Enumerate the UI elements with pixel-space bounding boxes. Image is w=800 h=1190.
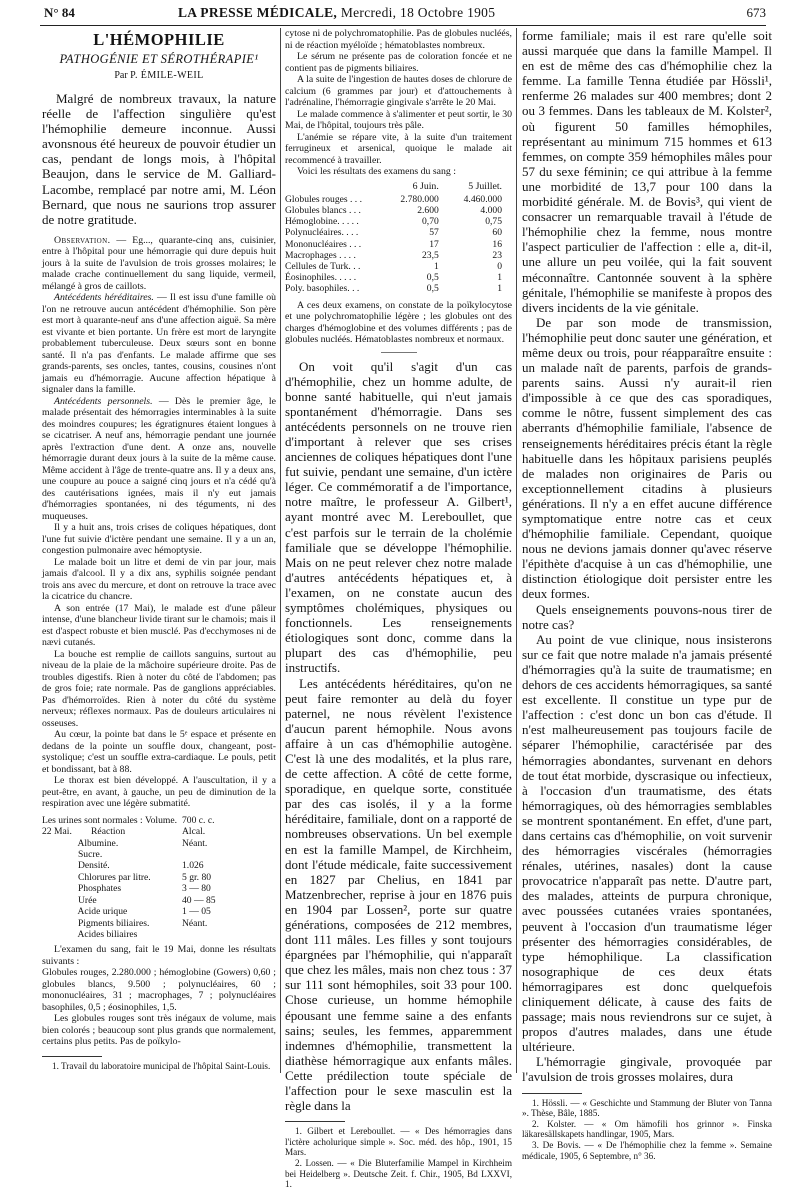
table-header-row — [285, 181, 512, 194]
urine-label: Acide urique — [42, 906, 128, 918]
row-label: Mononucléaires . . . — [285, 238, 362, 250]
blood-results-table — [285, 181, 512, 295]
column-divider — [516, 28, 517, 1073]
issue-date: Mercredi, 18 Octobre 1905 — [340, 5, 496, 20]
urine-label: Phosphates — [42, 883, 122, 895]
column-header: 5 Juillet. — [468, 180, 502, 192]
urine-value: Néant. — [182, 917, 208, 929]
row-label: Globules blancs . . . — [285, 204, 361, 216]
footnote-rule — [522, 1093, 582, 1094]
row-label: Polynucléaires. . . . — [285, 227, 359, 239]
cell-value: 17 — [429, 238, 439, 250]
row-label: Macrophages . . . . — [285, 249, 356, 261]
table-row — [285, 205, 512, 216]
cell-value: 1 — [434, 260, 439, 272]
cell-value: 0,5 — [426, 283, 439, 295]
cell-value: 23,5 — [422, 249, 439, 261]
subtitle-footnote-mark: ¹ — [254, 52, 259, 66]
footnote: 1. Hössli. — « Geschichte und Stammung der Bluter von Tanna ». Thèse, Bâle, 1885. — [522, 1097, 772, 1119]
habits-paragraph: Le malade boit un litre et demi de vin par jour, mais jamais d'alcool. Il y a dix ans, syphilis soignée pendant trois ans avec du mercure, et dont on retrouve la trace avec la cicatrice du chancre. — [42, 556, 276, 603]
observation-label: Observation. — [54, 234, 111, 246]
journal-title-line — [178, 5, 495, 21]
masthead-rule — [40, 25, 766, 26]
exam-comment-paragraph: A ces deux examens, on constate de la poïkylocytose et une polychromatophilie légère ; les globules ont des charges d'hémoglobine et des volumes différents ; pas de globules nucléés. Hématoblastes nombreux et normaux. — [285, 299, 512, 346]
hereditary-text: — Il est issu d'une famille où l'on ne retrouve aucun antécédent d'hémophilie. Son père est mort à quarante-neuf ans d'une affection aiguë. Sa mère est vivante et bien portante. Un frère est mort de laryngite probablement tuberculeuse. Deux sœurs sont en bonne santé. Il n'a pas d'enfants. Le malade affirme que ses grands-parents, ses oncles, tantes, cousins, cousines n'ont jamais eu d'hémorragie. Aucune affection hépatique à signaler dans la famille. — [42, 292, 276, 396]
table-row — [285, 239, 512, 250]
table-row — [285, 283, 512, 294]
personal-paragraph — [42, 396, 276, 523]
footnote: 1. Travail du laboratoire municipal de l'hôpital Saint-Louis. — [52, 1060, 271, 1071]
footnotes — [285, 1126, 512, 1190]
footnotes — [522, 1098, 772, 1162]
results-intro: Voici les résultats des examens du sang : — [297, 166, 456, 177]
hereditary-paragraph — [42, 292, 276, 396]
footnote-rule — [285, 1121, 345, 1122]
urine-value: Alcal. — [182, 826, 206, 838]
column-2 — [285, 28, 512, 1190]
discharge-paragraph: Le malade commence à s'alimenter et peut sortir, le 30 Mai, de l'hôpital, toujours très pâle. — [285, 108, 512, 131]
masthead — [40, 5, 766, 23]
transmission-paragraph: De par son mode de transmission, l'hémophilie peut donc sauter une génération, et même deux ou trois, pour réapparaître ensuite : un malade naît de parents, parfois de grands-parents sains. Aussi n'y aurait-il rien d'impossible à ce que des cas sporadiques, comme le nôtre, fussent simplement des cas aberrants d'hémophilie familiale, l'absence de renseignements héréditaires précis étant la règle habituelle dans les hôpitaux parisiens peuplés de malades non originaires de Paris ou exceptionnellement citadins à plusieurs générations. Il n'y a en effet aucune différence symptomatique entre notre cas et ceux d'hémophilie familiale. Cependant, quoique nous ne devions jamais donner qu'avec réserve l'épithète d'acquise à un cas d'hémophilie, une distinction étiologique doit persister entre les deux formes. — [522, 314, 772, 602]
serum-paragraph: Le sérum ne présente pas de coloration foncée et ne contient pas de pigments biliaires. — [285, 51, 512, 74]
personal-text: — Dès le premier âge, le malade présentait des hémorragies interminables à la suite des moindres coupures; les égratignures étaient longues à se cicatriser. A neuf ans, hémorragie pendant une journée après l'extraction d'une dent. A onze ans, nouvelle hémorragie durant deux jours à la suite de la même cause. Même accident à l'âge de trente-quatre ans. Il y a deux ans, une coupure au pouce a saigné cinq jours et n'a cédé qu'à des cautérisations ignées, mais il n'y eut jamais d'hémorragies spontanées, ni des téguments, ni des muqueuses. — [42, 395, 276, 522]
urine-value — [182, 849, 276, 860]
cell-value: 2.780.000 — [400, 193, 439, 205]
urine-row — [42, 895, 276, 906]
table-row — [285, 216, 512, 227]
urine-label: Acides biliaires — [42, 928, 138, 940]
urine-row — [42, 838, 276, 849]
admission-paragraph: A son entrée (17 Mai), le malade est d'une pâleur intense, d'une blancheur livide tirant sur le chamois; mais il est d'aspect robuste et bien musclé. Pas d'ecchymoses ni de nævi cutanés. — [42, 602, 276, 649]
discussion-block — [285, 359, 512, 1114]
intro-paragraph: Malgré de nombreux travaux, la nature réelle de l'affection singulière qu'est l'hémophilie demeure inconnue. Aussi avonsnous été heureux de pouvoir étudier un cas, pendant de longs mois, à l'hôpital Beaujon, dans le service de M. Galliard-Lacombe, remplacé par notre ami, M. Léon Bernard, que nous ne saurions trop assurer de notre gratitude. — [42, 91, 276, 227]
urine-label: Les urines sont normales : Volume. — [42, 814, 178, 826]
column-header — [285, 181, 386, 194]
urine-value: 1.026 — [182, 860, 204, 872]
urine-row — [42, 849, 276, 860]
urine-row — [42, 883, 276, 894]
discussion-paragraph: On voit qu'il s'agit d'un cas d'hémophilie, chez un homme adulte, de bonne santé habituelle, qui n'eut jamais spontanément d'hémorragie. Dans ses antécédents personnels on ne trouve rien d'important à relever que ses crises anciennes de coliques hépatiques dont l'une fut suivie, pendant une semaine, d'un ictère léger. Ce commémoratif a de l'importance, notre maître, le professeur A. Gilbert¹, ayant montré avec M. Lereboullet, que c'est parfois sur le terrain de la cholémie familiale que se développe l'hémophilie. Mais on ne peut relever chez notre malade d'autres antécédents hépatiques et, à l'examen, on ne constate aucun des symptômes cholémiques, physiques ou fonctionnels. Les renseignements étiologiques sont donc, comme dans la plupart des cas d'hémophilie, peu instructifs. — [285, 358, 512, 676]
urine-value: 1 — 05 — [182, 906, 211, 918]
colic-paragraph: Il y a huit ans, trois crises de coliques hépatiques, dont l'une fut suivie d'ictère pendant une semaine. Il y a un an, congestion pulmonaire avec hémoptysie. — [42, 522, 276, 557]
observation-continued — [285, 28, 512, 346]
red-cells-paragraph: Les globules rouges sont très inégaux de volume, mais bien colorés ; beaucoup sont plus grands que normalement, certains plus petits. Pas de poïkylo- — [42, 1013, 276, 1048]
heart-paragraph: Au cœur, la pointe bat dans le 5ᵉ espace et présente en dedans de la pointe un souffle doux, changeant, post-systolique; c'est un souffle extra-cardiaque. Le pouls, petit et bondissant, bat à 88. — [42, 729, 276, 775]
urine-label: Chlorures par litre. — [42, 871, 151, 883]
urine-row — [42, 872, 276, 883]
footnote: 1. Gilbert et Lereboullet. — « Des hémorragies dans l'ictère acholurique simple ». Soc. méd. des hôp., 1901, 15 Mars. — [285, 1126, 512, 1158]
urine-value: 3 — 80 — [182, 883, 211, 895]
column-1 — [42, 28, 276, 1071]
urine-value: Néant. — [182, 837, 208, 849]
heredity-discussion-paragraph: Les antécédents héréditaires, qu'on ne peut faire remonter au delà du foyer paternel, ne nous révèlent l'existence d'aucun parent hémophile. Nous avons affaire à un cas d'hémophilie autogène. C'est là une des modalités, et la plus rare, de cette affection. A côté de cette forme, sporadique, en quelque sorte, constituée par des cas isolés, il y a la forme héréditaire, familiale, dont on a rapporté de nombreuses observations. Un bel exemple en est la famille Mampel, de Kirchheim, dont l'étude médicale, faite successivement en 1827 par Chelius, en 1841 par Matzenbrecher, reprise à jour en 1876 puis en 1904 par Lossen², porte sur quatre générations, composées de 212 membres, dont 111 mâles. Les filles y sont toujours épargnées par l'hémophilie, qui n'apparaît que chez les mâles, mais non chez tous : 37 sur 111 sont hémophiles, soit 33 pour 100. Chose curieuse, un homme hémophile épousant une femme saine a des enfants sains; seules, les femmes, apparemment indemnes d'hémophilie, transmettent la diathèse hémorragique aux enfants mâles. Cette prédilection toute spéciale de l'affection pour le sexe masculin est la règle dans la — [285, 675, 512, 1114]
cell-value: 0,75 — [485, 216, 502, 228]
issue-number: N° 84 — [44, 5, 75, 20]
table-row — [285, 227, 512, 238]
urine-row — [42, 929, 276, 940]
section-separator — [381, 352, 417, 353]
urine-row — [42, 815, 276, 826]
footnote: 3. De Bovis. — « De l'hémophilie chez la femme ». Semaine médicale, 1905, 6 Septembre, n° 36. — [522, 1139, 772, 1161]
page-number: 673 — [746, 5, 766, 20]
subtitle-text: PATHOGÉNIE ET SÉROTHÉRAPIE — [59, 52, 255, 66]
cell-value: 23 — [492, 249, 502, 261]
row-label: Cellules de Turk. . . — [285, 260, 361, 272]
thorax-paragraph: Le thorax est bien développé. A l'auscultation, il y a peut-être, en avant, à gauche, un peu de diminution de la respiration avec une légère submatité. — [42, 775, 276, 810]
urine-label: Pigments biliaires. — [42, 917, 150, 929]
table-row — [285, 250, 512, 261]
urine-value: 40 — 85 — [182, 894, 216, 906]
personal-label: Antécédents personnels. — [54, 395, 153, 407]
question-paragraph: Quels enseignements pouvons-nous tirer de notre cas? — [522, 601, 772, 632]
cell-value: 0 — [497, 260, 502, 272]
footnote-rule — [42, 1056, 102, 1057]
hereditary-label: Antécédents héréditaires. — [54, 292, 154, 304]
column-header: 6 Juin. — [412, 180, 439, 192]
table-row — [285, 194, 512, 205]
author-name: P. ÉMILE-WEIL — [130, 70, 204, 81]
blood-exam-paragraph: L'examen du sang, fait le 19 Mai, donne les résultats suivants : — [42, 944, 276, 967]
urine-label: Albumine. — [42, 837, 119, 849]
cell-value: 60 — [492, 227, 502, 239]
intro-block — [42, 91, 276, 227]
urine-row — [42, 918, 276, 929]
article-subtitle — [42, 52, 276, 67]
cell-value: 2.600 — [417, 204, 439, 216]
urine-row — [42, 826, 276, 837]
cell-value: 57 — [429, 227, 439, 239]
footnote: 2. Kolster. — « Om hämofili hos grinnor ». Finska läkaresällskapets handlingar, 1905, Mars. — [522, 1118, 772, 1140]
discussion-continued — [522, 28, 772, 1085]
blood-values-paragraph: Globules rouges, 2.280.000 ; hémoglobine (Gowers) 0,60 ; globules blancs, 9.500 ; polynucléaires, 60 ; mononucléaires, 31 ; macrophages, 7 ; polynucléaires basophiles, 0,5 ; éosinophiles, 1,5. — [42, 967, 276, 1013]
cell-value: 4.460.000 — [463, 193, 502, 205]
urine-row — [42, 906, 276, 917]
footnote: 2. Lossen. — « Die Bluterfamilie Mampel in Kirchheim bei Heidelberg ». Deutsche Zeit. f. Chir., 1905, Bd LXXVI, 1. — [285, 1158, 512, 1190]
clinical-paragraph: Au point de vue clinique, nous insisterons sur ce fait que notre malade n'a jamais présenté d'hémorragies qu'à la suite de traumatisme; en dehors de ces accidents hémorragiques, sa santé est excellente. Il constitue un type pur de l'affection : c'est donc un bon cas d'étude. Il n'est malheureusement pas toujours facile de séparer l'hémophilie, caractérisée par des hémorragies abondantes, survenant en dehors de tout état morbide, dyscrasique ou infectieux, à l'occasion d'un traumatisme, des états hémorragiques, où des hémorragies semblables se montrent spontanément. En effet, d'une part, dans certains cas d'hémophilie, on voit survenir des hémorragies viscérales (hémorragies rénales, utérines, nasales) dont la cause provocatrice n'apparaît pas nette. D'autre part, des malades, atteints de purpura chronique, avec poussées cutanées vraies spontanées, peuvent à l'occasion d'un traumatisme léger présenter des hémorragies considérables, de type hémophilique. La classification nosographique de ces deux états hémorragipares est donc quelquefois cliniquement délicate, à cause des faits de passage; mais nous reviendrons sur ce sujet, à propos d'autres malades, dans une étude ultérieure. — [522, 631, 772, 1055]
urine-label: Urée — [42, 894, 97, 906]
byline-prefix: Par — [114, 70, 128, 81]
cell-value: 0,5 — [426, 272, 439, 284]
gingival-paragraph: L'hémorragie gingivale, provoquée par l'avulsion de trois grosses molaires, dura — [522, 1054, 772, 1085]
urine-value: 5 gr. 80 — [182, 871, 212, 883]
cell-value: 1 — [497, 272, 502, 284]
article-title: L'HÉMOPHILIE — [93, 30, 225, 49]
anemia-paragraph: L'anémie se répare vite, à la suite d'un traitement ferrugineux et arsenical, quoique le malade ait recommencé à travailler. — [285, 131, 512, 166]
urine-label: 22 Mai. Réaction — [42, 826, 126, 838]
cell-value: 0,70 — [422, 216, 439, 228]
column-3 — [522, 28, 772, 1161]
cell-value: 4.000 — [480, 204, 502, 216]
observation-text: — Eg..., quarante-cinq ans, cuisinier, entre à l'hôpital pour une hémorragie qui dure depuis huit jours à la suite de l'avulsion de trois grosses molaires; le malade crache continuellement du sang liquide, vermeil, mélangé à gros de caillots. — [42, 234, 276, 292]
urine-label: Sucre. — [42, 849, 103, 861]
urine-analysis-table — [42, 815, 276, 940]
urine-value — [182, 929, 276, 940]
table-row — [285, 261, 512, 272]
observation-block — [42, 235, 276, 1048]
journal-name: LA PRESSE MÉDICALE, — [178, 5, 338, 20]
row-label: Globules rouges . . . — [285, 193, 363, 205]
row-label: Poly. basophiles. . . — [285, 283, 360, 295]
table-row — [285, 272, 512, 283]
urine-value: 700 c. c. — [182, 814, 215, 826]
byline — [42, 70, 276, 81]
treatment-paragraph: A la suite de l'ingestion de hautes doses de chlorure de calcium (6 grammes par jour) et d'attouchements à l'adrénaline, l'hémorragie gingivale s'arrête le 20 Mai. — [285, 74, 512, 108]
urine-label: Densité. — [42, 860, 110, 872]
cytosis-paragraph: cytose ni de polychromatophilie. Pas de globules nucléés, ni de réaction myéloïde ; hématoblastes nombreux. — [285, 28, 512, 51]
observation-paragraph — [42, 235, 276, 293]
row-label: Éosinophiles. . . . . — [285, 272, 357, 284]
row-label: Hémoglobine. . . . . — [285, 216, 359, 228]
cell-value: 1 — [497, 283, 502, 295]
urine-row — [42, 860, 276, 871]
mouth-paragraph: La bouche est remplie de caillots sanguins, surtout au niveau de la plaie de la mâchoire supérieure droite. Pas de troubles digestifs. Rien à noter du côté de l'abdomen; pas de gros foie; rate normale. Pas de ganglions appréciables. Pas d'hémorroïdes. Rien à noter du côté du système nerveux; réflexes normaux. Pas de douleurs articulaires ni osseuses. — [42, 648, 276, 729]
familial-form-paragraph: forme familiale; mais il est rare qu'elle soit aussi marquée que dans la famille Mampel. Il en est de même des cas d'hémophilie chez la femme. La famille Tenna étudiée par Hössli¹, renferme 26 malades sur 400 membres; dont 2 ou 3 femmes. Dans les tableaux de M. Kolster², où figurent 50 familles hémophiles, représentant au minimum 715 hommes et 613 femmes, on compte 359 hémophiles mâles pour 57 du sexe féminin; ce qui attribue à la femme une morbidité de 13,7 pour 100 dans la morbidité générale. M. de Bovis³, qui vient de consacrer un remarquable travail à l'étude de l'hémophilie chez la femme, nous montre l'aspect particulier de l'affection : elle a, dit-il, une allure un peu voilée, qui la fait souvent méconnaître. Cantonnée souvent à la sphère génitale, l'hémophilie se manifeste à propos des divers incidents de la vie génitale. — [522, 28, 772, 315]
column-divider — [280, 28, 281, 1073]
cell-value: 16 — [492, 238, 502, 250]
footnotes — [42, 1061, 276, 1072]
